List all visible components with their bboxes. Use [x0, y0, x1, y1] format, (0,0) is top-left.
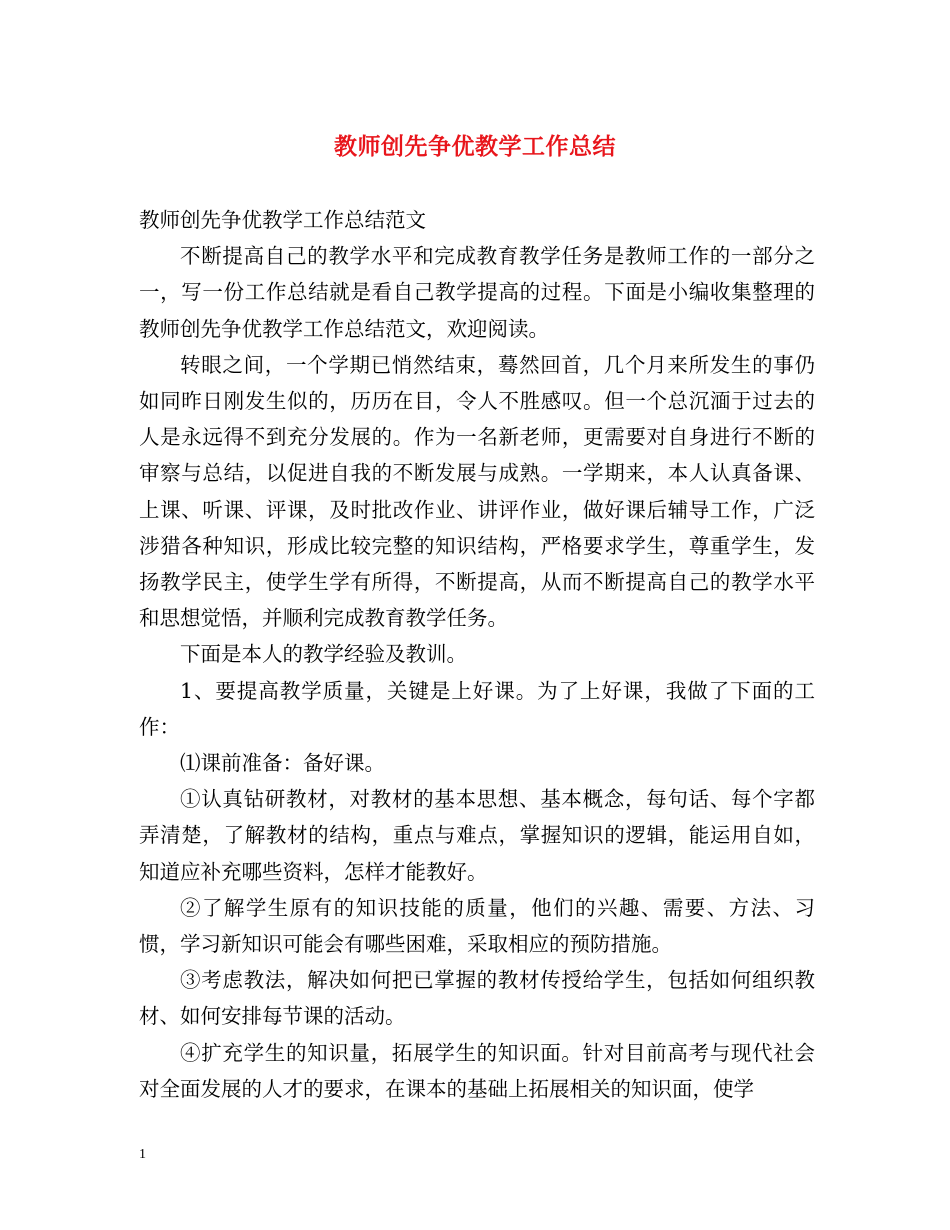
paragraph: ④扩充学生的知识量，拓展学生的知识面。针对目前高考与现代社会对全面发展的人才的要求，在课本的基础上拓展相关的知识面，使学 [139, 1040, 815, 1101]
paragraph: 下面是本人的教学经验及教训。 [180, 642, 467, 667]
paragraph-subtitle: 教师创先争优教学工作总结范文 [139, 208, 426, 232]
paragraph: 转眼之间，一个学期已悄然结束，蓦然回首，几个月来所发生的事仍如同昨日刚发生似的，历历在目，令人不胜感叹。但一个总沉湎于过去的人是永远得不到充分发展的。作为一名新老师，更需要对自身进行不断的审察与总结，以促进自我的不断发展与成熟。一学期来，本人认真备课、上课、听课、评课，及时批改作业、讲评作业，做好课后辅导工作，广泛涉猎各种知识，形成比较完整的知识结构，严格要求学生，尊重学生，发扬教学民主，使学生学有所得，不断提高，从而不断提高自己的教学水平和思想觉悟，并顺利完成教育教学任务。 [139, 352, 815, 631]
paragraph: 1、要提高教学质量，关键是上好课。为了上好课，我做了下面的工作： [139, 678, 815, 739]
document-title: 教师创先争优教学工作总结 [334, 133, 616, 160]
document-body [139, 202, 815, 1107]
paragraph: 不断提高自己的教学水平和完成教育教学任务是教师工作的一部分之一，写一份工作总结就是看自己教学提高的过程。下面是小编收集整理的教师创先争优教学工作总结范文，欢迎阅读。 [139, 244, 815, 341]
paragraph: ①认真钻研教材，对教材的基本思想、基本概念，每句话、每个字都弄清楚，了解教材的结构，重点与难点，掌握知识的逻辑，能运用自如，知道应补充哪些资料，怎样才能教好。 [139, 787, 815, 884]
page-number: 1 [139, 1147, 146, 1162]
paragraph: ⑴课前准备：备好课。 [180, 751, 385, 776]
paragraph: ②了解学生原有的知识技能的质量，他们的兴趣、需要、方法、习惯，学习新知识可能会有哪些困难，采取相应的预防措施。 [139, 895, 815, 957]
paragraph: ③考虑教法，解决如何把已掌握的教材传授给学生，包括如何组织教材、如何安排每节课的活动。 [139, 968, 815, 1029]
